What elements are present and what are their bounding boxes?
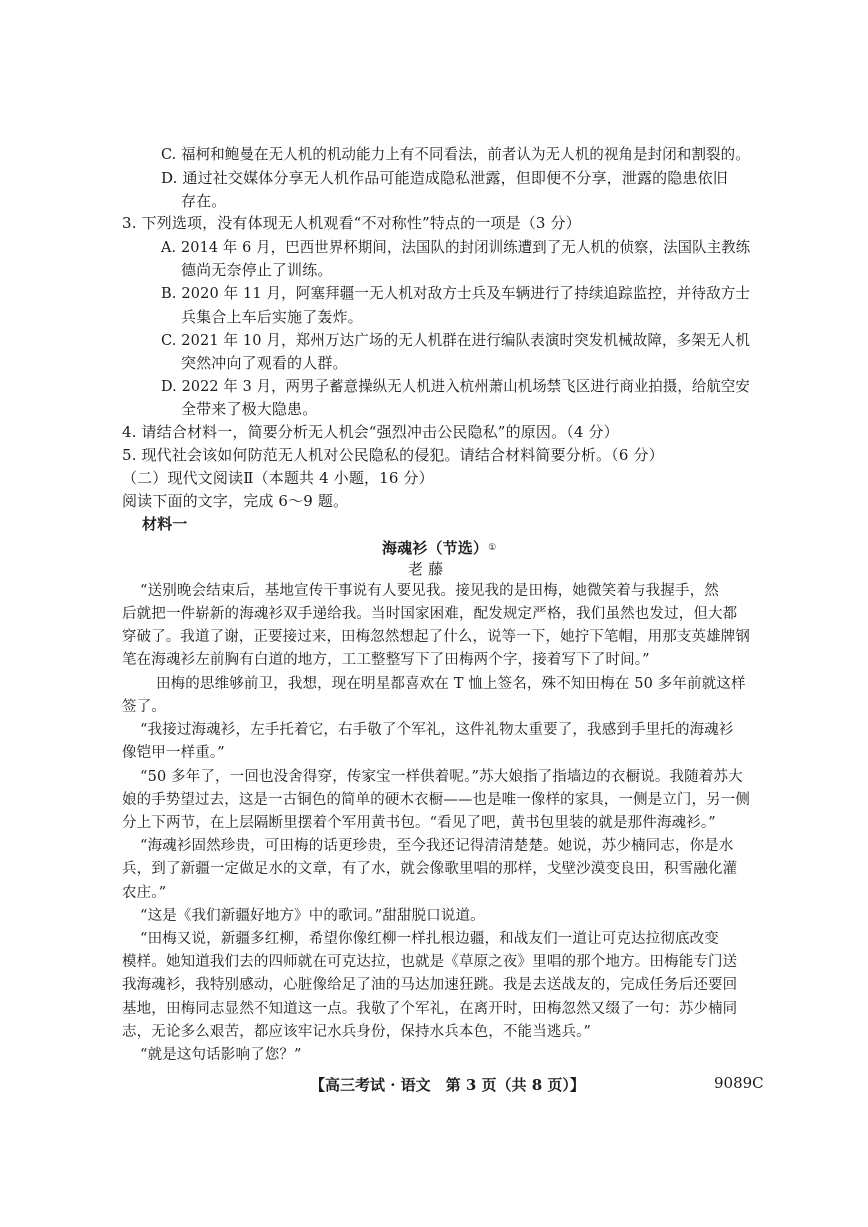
article-author: 老 藤 <box>408 560 444 578</box>
article-line: 志，无论多么艰苦，都应该牢记水兵身份，保持水兵本色，不能当逃兵。” <box>122 1024 592 1040</box>
q3-option-a-line1: A. 2014 年 6 月，巴西世界杯期间，法国队的封闭训练遭到了无人机的侦察，法国队主教练 <box>161 238 751 256</box>
article-line: 穿破了。我道了谢，正要接过来，田梅忽然想起了什么，说等一下，她拧下笔帽，用那支英雄牌钢 <box>122 629 750 645</box>
article-line: “海魂衫固然珍贵，可田梅的话更珍贵，至今我还记得清清楚楚。她说，苏少楠同志，你是水 <box>140 838 734 854</box>
reading-instruction: 阅读下面的文字，完成 6～9 题。 <box>122 492 349 510</box>
article-line: “50 多年了，一回也没舍得穿，传家宝一样供着呢。”苏大娘指了指墙边的衣橱说。我随着苏大 <box>140 769 743 785</box>
article-line: 笔在海魂衫左前胸有白道的地方，工工整整写下了田梅两个字，接着写下了时间。” <box>122 652 650 668</box>
article-line: 后就把一件崭新的海魂衫双手递给我。当时国家困难，配发规定严格，我们虽然也发过，但大都 <box>122 606 738 622</box>
q5-stem: 5. 现代社会该如何防范无人机对公民隐私的侵犯。请结合材料简要分析。（6 分） <box>122 446 664 464</box>
footnote-marker: ① <box>488 543 497 553</box>
article-line: “这是《我们新疆好地方》中的歌词。”甜甜脱口说道。 <box>140 908 485 924</box>
article-line: 我海魂衫，我特别感动，心脏像给足了油的马达加速狂跳。我是去送战友的，完成任务后还要回 <box>122 977 738 993</box>
section-heading: （二）现代文阅读Ⅱ（本题共 4 小题，16 分） <box>122 469 434 487</box>
article-line: 娘的手势望过去，这是一古铜色的简单的硬木衣橱——也是唯一像样的家具，一侧是立门，另一侧 <box>122 792 750 808</box>
q2-option-d-line1: D. 通过社交媒体分享无人机作品可能造成隐私泄露，但即便不分享，泄露的隐患依旧 <box>161 169 728 187</box>
q3-option-b-line2: 兵集合上车后实施了轰炸。 <box>181 308 363 326</box>
article-line: 农庄。” <box>122 885 167 901</box>
article-line: 签了。 <box>122 699 166 715</box>
q3-option-a-line2: 德尚无奈停止了训练。 <box>181 261 333 279</box>
q4-stem: 4. 请结合材料一，简要分析无人机会“强烈冲击公民隐私”的原因。（4 分） <box>122 423 619 441</box>
article-line: 田梅的思维够前卫，我想，现在明星都喜欢在 T 恤上签名，殊不知田梅在 50 多年前就这样 <box>156 676 746 692</box>
article-title: 海魂衫（节选）① <box>382 539 497 557</box>
exam-code: 9089C <box>714 1074 764 1092</box>
article-line: “就是这句话影响了您？” <box>140 1047 302 1063</box>
article-line: 模样。她知道我们去的四师就在可克达拉，也就是《草原之夜》里唱的那个地方。田梅能专门送 <box>122 954 738 970</box>
q3-option-d-line2: 全带来了极大隐患。 <box>181 400 318 418</box>
article-line: 兵，到了新疆一定做足水的文章，有了水，就会像歌里唱的那样，戈壁沙漠变良田，积雪融化灌 <box>122 861 738 877</box>
q3-option-c-line2: 突然冲向了观看的人群。 <box>181 354 348 372</box>
article-line: 基地，田梅同志显然不知道这一点。我敬了个军礼，在离开时，田梅忽然又缀了一句：苏少楠同 <box>122 1001 738 1017</box>
article-line: 分上下两节，在上层隔断里摆着个军用黄书包。“看见了吧，黄书包里装的就是那件海魂衫。” <box>122 815 716 831</box>
article-line: “送别晚会结束后，基地宣传干事说有人要见我。接见我的是田梅，她微笑着与我握手，然 <box>140 583 719 599</box>
material-label: 材料一 <box>142 515 188 533</box>
q2-option-d-line2: 存在。 <box>181 192 227 210</box>
q3-option-c-line1: C. 2021 年 10 月，郑州万达广场的无人机群在进行编队表演时突发机械故障，多架无人机 <box>161 331 750 349</box>
q3-option-b-line1: B. 2020 年 11 月，阿塞拜疆一无人机对敌方士兵及车辆进行了持续追踪监控，并待敌方士 <box>161 284 751 302</box>
article-line: “田梅又说，新疆多红柳，希望你像红柳一样扎根边疆，和战友们一道让可克达拉彻底改变 <box>140 931 719 947</box>
q3-option-d-line1: D. 2022 年 3 月，两男子蓄意操纵无人机进入杭州萧山机场禁飞区进行商业拍摄，给航空安 <box>161 377 750 395</box>
article-line: 像铠甲一样重。” <box>122 745 225 761</box>
page-footer: 【高三考试 · 语文 第 3 页（共 8 页）】 <box>310 1076 585 1094</box>
q3-stem: 3. 下列选项，没有体现无人机观看“不对称性”特点的一项是（3 分） <box>122 214 581 232</box>
article-line: “我接过海魂衫，左手托着它，右手敬了个军礼，这件礼物太重要了，我感到手里托的海魂衫 <box>140 722 734 738</box>
q2-option-c: C. 福柯和鲍曼在无人机的机动能力上有不同看法，前者认为无人机的视角是封闭和割裂的。 <box>161 145 750 163</box>
